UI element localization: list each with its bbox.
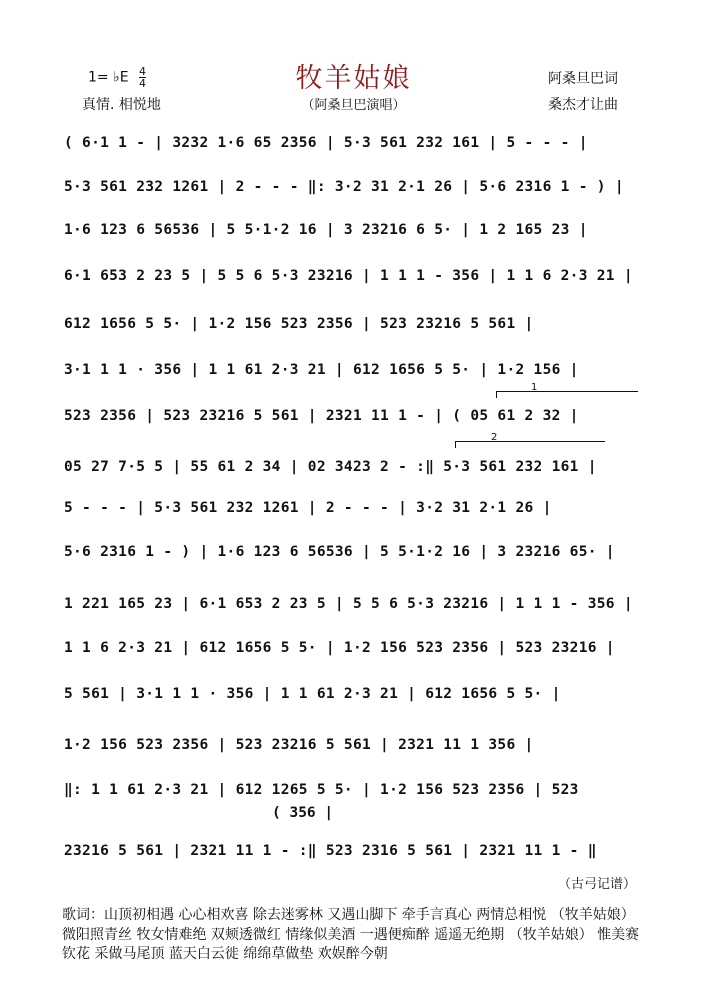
score-line: 5 - - - | 5·3 561 232 1261 | 2 - - - | 3·2 31 2·1 26 | bbox=[64, 500, 552, 516]
lyrics-text: 歌词：山顶初相遇 心心相欢喜 除去迷雾林 又遇山脚下 牵手言真心 两情总相悦 （牧羊姑娘） 微阳照青丝 牧女情难绝 双颊透微红 情缘似美酒 一遇便痴醉 遥遥无绝期 （牧羊姑娘） 惟美赛钦花 采做马尾顶 蓝天白云徙 绵绵草做垫 欢娱醉今朝 bbox=[62, 907, 640, 962]
score-line: 5·3 561 232 1261 | 2 - - - ‖: 3·2 31 2·1 26 | 5·6 2316 1 - ) | bbox=[64, 179, 624, 195]
score-line: 1 1 6 2·3 21 | 612 1656 5 5· | 1·2 156 523 2356 | 523 23216 | bbox=[64, 640, 615, 656]
lyricist-credit: 阿桑旦巴词 bbox=[548, 71, 618, 87]
song-title: 牧羊姑娘 bbox=[295, 63, 412, 94]
score-line: 23216 5 561 | 2321 11 1 - :‖ 523 2316 5 561 | 2321 11 1 - ‖ bbox=[64, 843, 597, 859]
score-line: 523 2356 | 523 23216 5 561 | 2321 11 1 - | ( 05 61 2 32 | bbox=[64, 408, 579, 424]
volta-bracket bbox=[455, 432, 605, 443]
score-line: 3·1 1 1 · 356 | 1 1 61 2·3 21 | 612 1656 5 5· | 1·2 156 | bbox=[64, 362, 579, 378]
singer-credit: （阿桑旦巴演唱） bbox=[301, 98, 406, 113]
score-line: 5·6 2316 1 - ) | 1·6 123 6 56536 | 5 5·1·2 16 | 3 23216 65· | bbox=[64, 544, 615, 560]
time-top: 4 bbox=[139, 65, 146, 78]
score-line: 6·1 653 2 23 5 | 5 5 6 5·3 23216 | 1 1 1 - 356 | 1 1 6 2·3 21 | bbox=[64, 268, 633, 284]
alternate-notes: ( 356 | bbox=[272, 805, 334, 821]
score-line: 612 1656 5 5· | 1·2 156 523 2356 | 523 23216 5 561 | bbox=[64, 316, 534, 332]
score-line: 1 221 165 23 | 6·1 653 2 23 5 | 5 5 6 5·3 23216 | 1 1 1 - 356 | bbox=[64, 596, 633, 612]
score-line: 1·2 156 523 2356 | 523 23216 5 561 | 2321 11 1 356 | bbox=[64, 737, 534, 753]
volta-number: 2 bbox=[491, 432, 498, 443]
mood-marking: 真情. 相悦地 bbox=[82, 97, 161, 113]
score-line: 5 561 | 3·1 1 1 · 356 | 1 1 61 2·3 21 | 612 1656 5 5· | bbox=[64, 686, 561, 702]
composer-credit: 桑杰才让曲 bbox=[548, 97, 618, 113]
volta-bracket bbox=[496, 382, 638, 393]
score-line: ( 6·1 1 - | 3232 1·6 65 2356 | 5·3 561 232 161 | 5 - - - | bbox=[64, 135, 588, 151]
score-line: ‖: 1 1 61 2·3 21 | 612 1265 5 5· | 1·2 156 523 2356 | 523 bbox=[64, 782, 579, 798]
volta-number: 1 bbox=[531, 382, 538, 393]
score-line: 1·6 123 6 56536 | 5 5·1·2 16 | 3 23216 6 5· | 1 2 165 23 | bbox=[64, 222, 588, 238]
score-line: 05 27 7·5 5 | 55 61 2 34 | 02 3423 2 - :‖ 5·3 561 232 161 | bbox=[64, 459, 597, 475]
time-bottom: 4 bbox=[139, 77, 146, 90]
transcriber-credit: （古弓记谱） bbox=[558, 877, 637, 892]
key-label: 1= ♭E bbox=[88, 69, 129, 86]
